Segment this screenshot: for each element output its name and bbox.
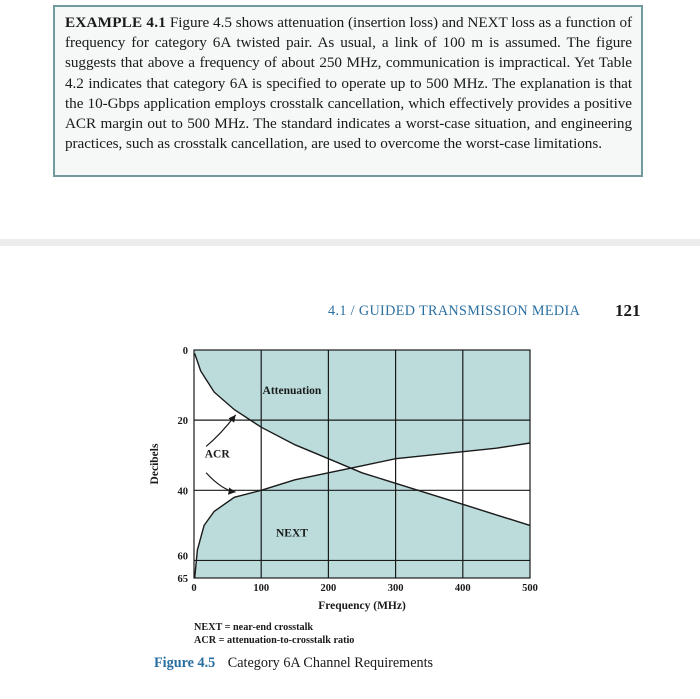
y-tick-label-20: 20 (177, 416, 188, 428)
y-tick-label-0: 0 (182, 346, 188, 357)
x-tick-label-500: 500 (522, 583, 538, 594)
y-tick-label-65: 65 (177, 574, 188, 585)
page-number: 121 (615, 301, 641, 320)
page-divider (0, 239, 700, 246)
y-tick-label-60: 60 (177, 551, 188, 563)
figure-label: Figure 4.5 (154, 655, 216, 671)
x-axis-label: Frequency (MHz) (318, 600, 406, 612)
x-tick-label-100: 100 (253, 583, 270, 594)
chart-legend (194, 621, 354, 647)
acr-label: ACR (204, 448, 230, 461)
attenuation-label: Attenuation (262, 385, 322, 398)
example-box (53, 5, 643, 177)
x-tick-label-300: 300 (387, 583, 404, 594)
figure-caption (154, 655, 433, 672)
x-tick-label-200: 200 (320, 583, 337, 594)
example-label: EXAMPLE 4.1 (65, 14, 167, 31)
legend-line-next: NEXT = near-end crosstalk (194, 622, 314, 633)
example-text: Figure 4.5 shows attenuation (insertion loss) and NEXT loss as a function of frequency for category 6A twisted pair. As usual, a link of 100 m is assumed. The figure suggests that above a frequency of about 250 MHz, communication is impractical. Yet Table 4.2 indicates that category 6A is specified to operate up to 500 MHz. The explanation is that the 10-Gbps application employs crosstalk cancellation, which effectively provides a positive ACR margin out to 500 MHz. The standard indicates a worst-case situation, and engineering practices, such as crosstalk cancellation, are used to overcome the worst-case limitations. (65, 14, 633, 153)
legend-line-acr: ACR = attenuation-to-crosstalk ratio (194, 635, 355, 646)
running-head: 4.1 / GUIDED TRANSMISSION MEDIA (328, 303, 581, 319)
attenuation-next-chart (140, 338, 560, 618)
y-tick-label-40: 40 (177, 486, 188, 498)
y-axis-label: Decibels (149, 443, 161, 485)
x-tick-label-400: 400 (454, 583, 471, 594)
x-tick-label-0: 0 (191, 583, 197, 594)
next-label: NEXT (275, 527, 308, 540)
figure-title: Category 6A Channel Requirements (227, 655, 434, 671)
